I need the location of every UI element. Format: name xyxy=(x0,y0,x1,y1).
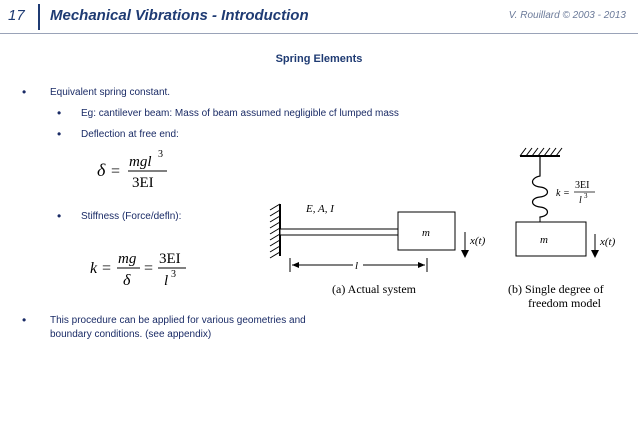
bullet-dot: • xyxy=(57,209,62,223)
spring-num: 3EI xyxy=(575,180,590,191)
eq-num-exponent: 3 xyxy=(158,149,163,160)
author-credit: V. Rouillard © 2003 - 2013 xyxy=(508,10,626,21)
mass-block xyxy=(516,222,586,256)
caption-sdof-line2: freedom model xyxy=(528,296,601,310)
eq-k: k xyxy=(90,260,98,277)
eq-equals: = xyxy=(111,163,121,180)
arrow-head xyxy=(461,250,469,258)
bullet-dot: • xyxy=(57,127,62,141)
dim-arrow-right xyxy=(418,262,425,268)
header-divider xyxy=(38,4,40,30)
displacement-label: x(t) xyxy=(470,235,486,247)
stiffness-equation xyxy=(88,246,188,294)
eq-delta: δ xyxy=(123,272,131,289)
spring-k-label: k = xyxy=(556,188,570,199)
bullet-equivalent-spring: Equivalent spring constant. xyxy=(50,87,171,98)
ceiling-hatch xyxy=(520,148,562,156)
mass-label: m xyxy=(540,234,548,246)
caption-actual-system: (a) Actual system xyxy=(332,282,416,296)
eq-mg: mg xyxy=(118,251,137,267)
eq-equals-2: = xyxy=(144,260,154,277)
caption-sdof-line1: (b) Single degree of xyxy=(508,282,604,296)
dim-arrow-left xyxy=(292,262,299,268)
figure-sdof-model xyxy=(502,142,638,320)
bullet-dot: • xyxy=(22,85,27,99)
bullet-stiffness: Stiffness (Force/defln): xyxy=(81,211,182,222)
displacement-label: x(t) xyxy=(600,236,616,248)
eq-3ei: 3EI xyxy=(159,251,181,267)
bullet-procedure-line1: This procedure can be applied for various geometries and xyxy=(50,315,306,326)
spring-den: l xyxy=(579,195,582,206)
eq-l-exponent: 3 xyxy=(171,269,176,280)
header-rule xyxy=(0,33,638,34)
deflection-equation xyxy=(95,146,175,194)
length-label: l xyxy=(355,260,359,272)
slide-title: Mechanical Vibrations - Introduction xyxy=(50,7,309,24)
bullet-deflection: Deflection at free end: xyxy=(81,129,179,140)
eq-delta: δ xyxy=(97,160,106,180)
section-title: Spring Elements xyxy=(275,53,363,65)
mass-label: m xyxy=(422,227,430,239)
bullet-procedure-line2: boundary conditions. (see appendix) xyxy=(50,329,212,340)
eq-numerator: mgl xyxy=(129,154,152,170)
spring xyxy=(533,156,548,218)
wall-hatch xyxy=(270,204,280,258)
eq-equals: = xyxy=(102,260,112,277)
spring-den-exponent: 3 xyxy=(584,192,588,200)
figure-actual-system xyxy=(262,196,498,301)
beam xyxy=(280,229,398,235)
slide-number: 17 xyxy=(8,7,25,24)
eq-denominator: 3EI xyxy=(132,175,154,191)
slide-header xyxy=(0,0,638,34)
bullet-cantilever: Eg: cantilever beam: Mass of beam assumed negligible cf lumped mass xyxy=(81,108,399,119)
arrow-head xyxy=(591,250,599,258)
eq-l: l xyxy=(164,273,169,289)
beam-properties: E, A, I xyxy=(306,203,334,215)
bullet-dot: • xyxy=(57,106,62,120)
bullet-dot: • xyxy=(22,313,27,327)
